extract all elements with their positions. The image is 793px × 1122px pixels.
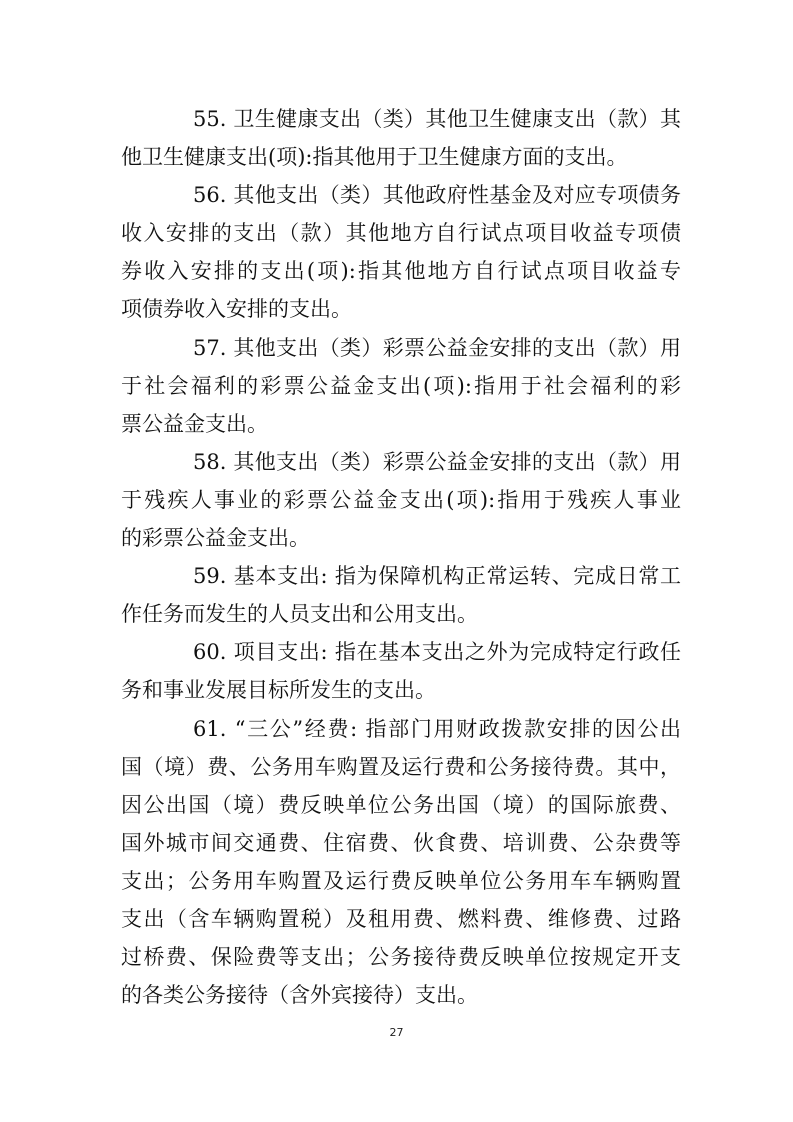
text-line: 的各类公务接待（含外宾接待）支出。 <box>121 983 478 1008</box>
text-line: 55. 卫生健康支出（类）其他卫生健康支出（款）其 <box>193 107 681 131</box>
text-line: 于社会福利的彩票公益金支出(项):指用于社会福利的彩 <box>121 373 681 398</box>
paragraph-item-56 <box>121 176 681 328</box>
text-line: 收入安排的支出（款）其他地方自行试点项目收益专项债 <box>121 221 681 246</box>
text-line: 国（境）费、公务用车购置及运行费和公务接待费。其中， <box>121 754 681 779</box>
document-body <box>121 100 681 1014</box>
paragraph-item-55 <box>121 100 681 176</box>
text-line: 作任务而发生的人员支出和公用支出。 <box>121 602 478 627</box>
paragraph-item-57 <box>121 329 681 443</box>
text-line: 票公益金支出。 <box>121 411 268 436</box>
text-line: 支出（含车辆购置税）及租用费、燃料费、维修费、过路 <box>121 906 681 931</box>
paragraph-item-59 <box>121 557 681 633</box>
text-line: 项债券收入安排的支出。 <box>121 297 352 322</box>
text-line: 61. “三公”经费: 指部门用财政拨款安排的因公出 <box>193 716 681 741</box>
text-line: 于残疾人事业的彩票公益金支出(项):指用于残疾人事业 <box>121 487 681 512</box>
text-line: 务和事业发展目标所发生的支出。 <box>121 678 436 703</box>
text-line: 59. 基本支出: 指为保障机构正常运转、完成日常工 <box>193 564 681 589</box>
text-line: 国外城市间交通费、住宿费、伙食费、培训费、公杂费等 <box>121 830 681 855</box>
text-line: 56. 其他支出（类）其他政府性基金及对应专项债务 <box>193 183 681 208</box>
text-line: 57. 其他支出（类）彩票公益金安排的支出（款）用 <box>193 335 681 360</box>
text-line: 支出；公务用车购置及运行费反映单位公务用车车辆购置 <box>121 868 681 893</box>
text-line: 的彩票公益金支出。 <box>121 526 310 551</box>
text-line: 因公出国（境）费反映单位公务出国（境）的国际旅费、 <box>121 792 681 817</box>
text-line: 过桥费、保险费等支出；公务接待费反映单位按规定开支 <box>121 945 681 970</box>
text-line: 58. 其他支出（类）彩票公益金安排的支出（款）用 <box>193 449 681 474</box>
paragraph-item-61 <box>121 710 681 1015</box>
page-number: 27 <box>389 1026 404 1039</box>
paragraph-item-60 <box>121 633 681 709</box>
text-line: 他卫生健康支出(项):指其他用于卫生健康方面的支出。 <box>121 145 628 170</box>
text-line: 60. 项目支出: 指在基本支出之外为完成特定行政任 <box>193 640 681 665</box>
paragraph-item-58 <box>121 443 681 557</box>
text-line: 券收入安排的支出(项):指其他地方自行试点项目收益专 <box>121 259 681 284</box>
